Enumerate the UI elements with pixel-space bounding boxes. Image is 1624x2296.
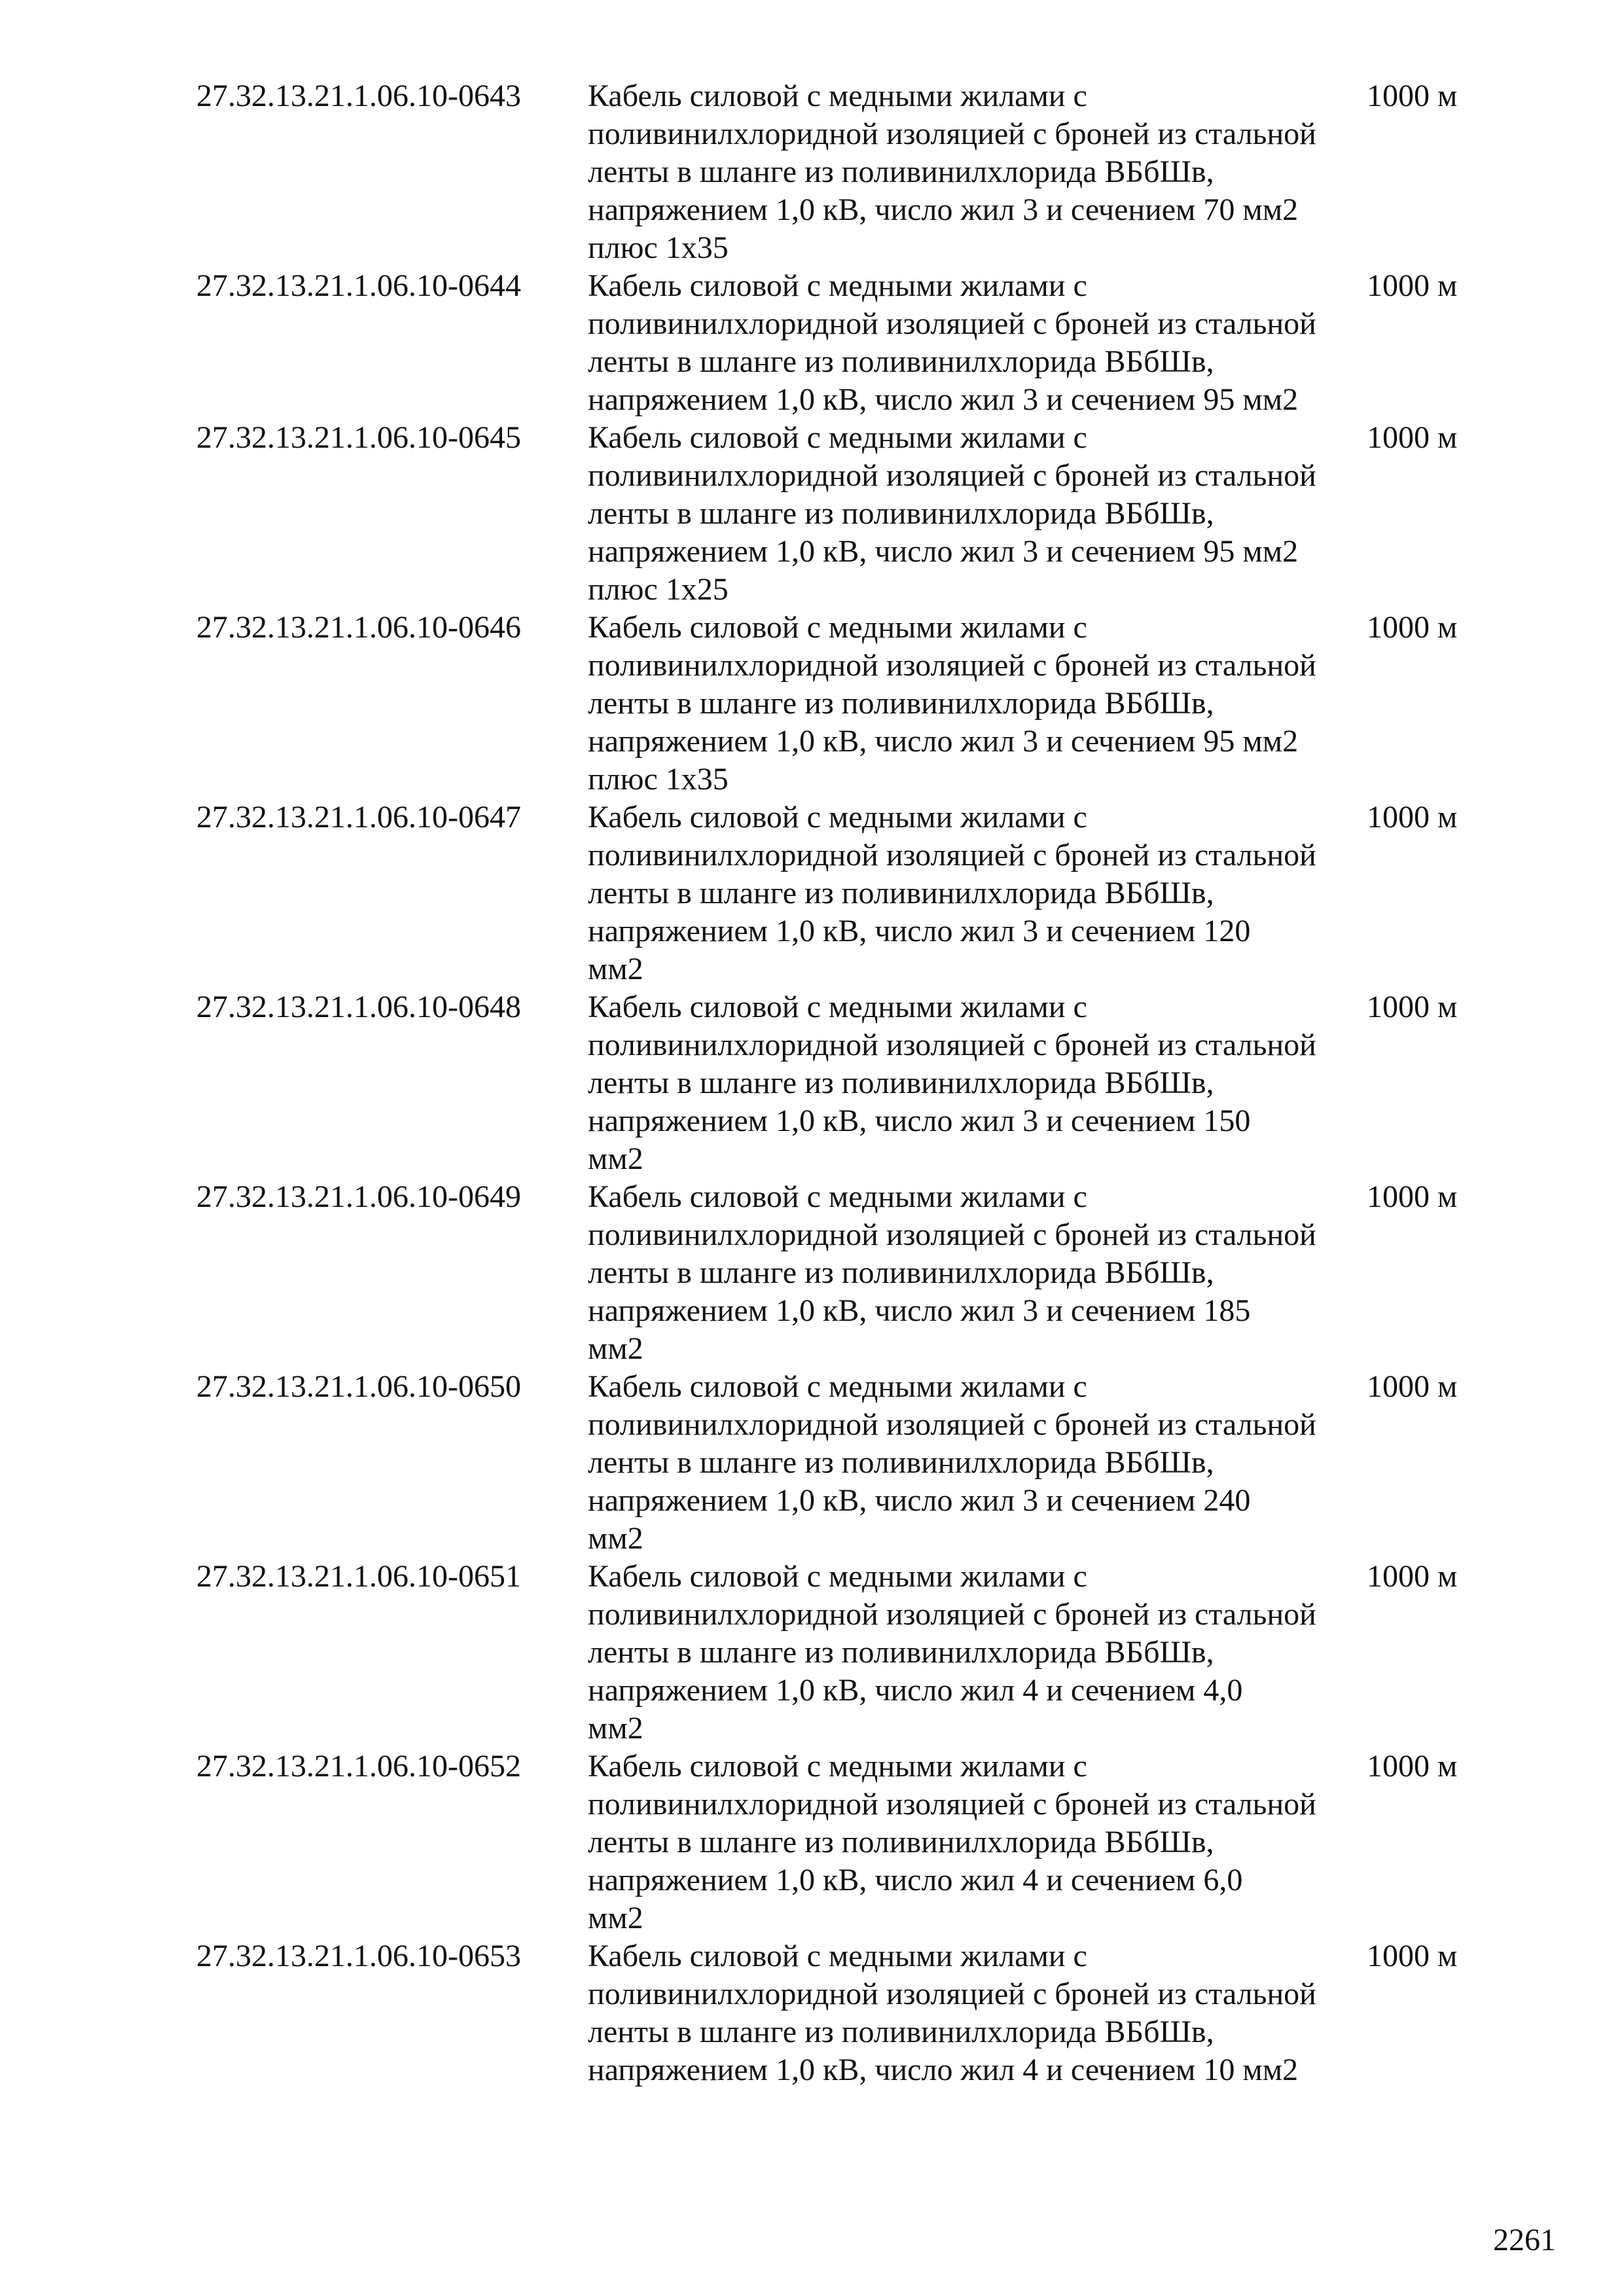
- measurement-unit: 1000 м: [1367, 268, 1458, 303]
- resource-code: 27.32.13.21.1.06.10-0644: [196, 268, 521, 303]
- list-item: [196, 77, 1506, 267]
- resource-code: 27.32.13.21.1.06.10-0643: [196, 79, 521, 113]
- measurement-unit: 1000 м: [1367, 420, 1458, 455]
- resource-code: 27.32.13.21.1.06.10-0653: [196, 1939, 521, 1973]
- resource-description: Кабель силовой с медными жилами с поливинилхлоридной изоляцией с броней из стальной ленты в шланге из поливинилхлорида ВБбШв, напряжением 1,0 кВ, число жил 4 и сечением 4,0 мм2: [588, 1559, 1316, 1746]
- resource-code: 27.32.13.21.1.06.10-0645: [196, 420, 521, 455]
- resource-code: 27.32.13.21.1.06.10-0649: [196, 1179, 521, 1214]
- measurement-unit: 1000 м: [1367, 990, 1458, 1024]
- resource-code: 27.32.13.21.1.06.10-0651: [196, 1559, 521, 1594]
- resource-code: 27.32.13.21.1.06.10-0652: [196, 1749, 521, 1784]
- list-item: [196, 267, 1506, 419]
- resource-code: 27.32.13.21.1.06.10-0647: [196, 800, 521, 834]
- resource-description: Кабель силовой с медными жилами с поливинилхлоридной изоляцией с броней из стальной ленты в шланге из поливинилхлорида ВБбШв, напряжением 1,0 кВ, число жил 3 и сечением 240 мм2: [588, 1369, 1316, 1556]
- resource-description: Кабель силовой с медными жилами с поливинилхлоридной изоляцией с броней из стальной ленты в шланге из поливинилхлорида ВБбШв, напряжением 1,0 кВ, число жил 3 и сечением 95 мм2: [588, 268, 1316, 417]
- measurement-unit: 1000 м: [1367, 1179, 1458, 1214]
- resource-description: Кабель силовой с медными жилами с поливинилхлоридной изоляцией с броней из стальной ленты в шланге из поливинилхлорида ВБбШв, напряжением 1,0 кВ, число жил 4 и сечением 6,0 мм2: [588, 1749, 1316, 1935]
- list-item: [196, 419, 1506, 609]
- list-item: [196, 798, 1506, 988]
- list-item: [196, 1178, 1506, 1368]
- list-item: [196, 609, 1506, 798]
- measurement-unit: 1000 м: [1367, 79, 1458, 113]
- resource-description: Кабель силовой с медными жилами с поливинилхлоридной изоляцией с броней из стальной ленты в шланге из поливинилхлорида ВБбШв, напряжением 1,0 кВ, число жил 3 и сечением 95 мм2 плюс 1х35: [588, 610, 1316, 797]
- resource-code: 27.32.13.21.1.06.10-0648: [196, 990, 521, 1024]
- measurement-unit: 1000 м: [1367, 800, 1458, 834]
- cable-price-list: [196, 77, 1506, 2089]
- measurement-unit: 1000 м: [1367, 1369, 1458, 1404]
- list-item: [196, 1558, 1506, 1748]
- resource-code: 27.32.13.21.1.06.10-0650: [196, 1369, 521, 1404]
- list-item: [196, 988, 1506, 1178]
- resource-description: Кабель силовой с медными жилами с поливинилхлоридной изоляцией с броней из стальной ленты в шланге из поливинилхлорида ВБбШв, напряжением 1,0 кВ, число жил 4 и сечением 10 мм2: [588, 1939, 1316, 2087]
- resource-code: 27.32.13.21.1.06.10-0646: [196, 610, 521, 645]
- list-item: [196, 1368, 1506, 1558]
- resource-description: Кабель силовой с медными жилами с поливинилхлоридной изоляцией с броней из стальной ленты в шланге из поливинилхлорида ВБбШв, напряжением 1,0 кВ, число жил 3 и сечением 120 мм2: [588, 800, 1316, 986]
- resource-description: Кабель силовой с медными жилами с поливинилхлоридной изоляцией с броней из стальной ленты в шланге из поливинилхлорида ВБбШв, напряжением 1,0 кВ, число жил 3 и сечением 150 мм2: [588, 990, 1316, 1176]
- measurement-unit: 1000 м: [1367, 1749, 1458, 1784]
- resource-description: Кабель силовой с медными жилами с поливинилхлоридной изоляцией с броней из стальной ленты в шланге из поливинилхлорида ВБбШв, напряжением 1,0 кВ, число жил 3 и сечением 70 мм2 плюс 1х35: [588, 79, 1316, 265]
- list-item: [196, 1937, 1506, 2089]
- measurement-unit: 1000 м: [1367, 1939, 1458, 1973]
- measurement-unit: 1000 м: [1367, 1559, 1458, 1594]
- resource-description: Кабель силовой с медными жилами с поливинилхлоридной изоляцией с броней из стальной ленты в шланге из поливинилхлорида ВБбШв, напряжением 1,0 кВ, число жил 3 и сечением 95 мм2 плюс 1х25: [588, 420, 1316, 607]
- list-item: [196, 1748, 1506, 1937]
- page-number: 2261: [1493, 2223, 1556, 2257]
- resource-description: Кабель силовой с медными жилами с поливинилхлоридной изоляцией с броней из стальной ленты в шланге из поливинилхлорида ВБбШв, напряжением 1,0 кВ, число жил 3 и сечением 185 мм2: [588, 1179, 1316, 1366]
- measurement-unit: 1000 м: [1367, 610, 1458, 645]
